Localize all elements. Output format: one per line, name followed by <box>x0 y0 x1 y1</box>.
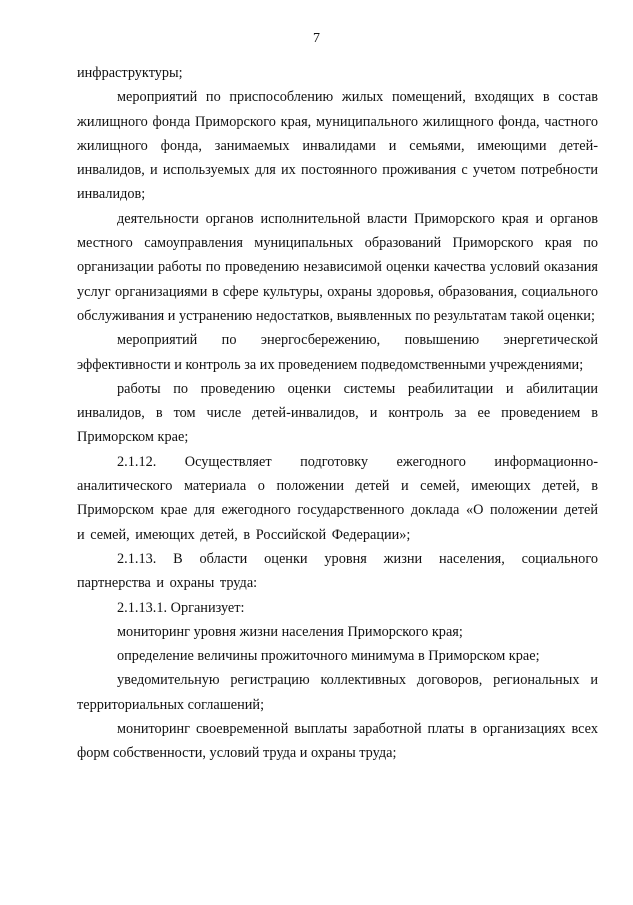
paragraph-rehabilitation: работы по проведению оценки системы реабилитации и абилитации инвалидов, в том числе детей-инвалидов, и контроль за ее проведением в Приморском крае; <box>77 380 598 446</box>
paragraph-independent-assessment: деятельности органов исполнительной власти Приморского края и органов местного самоуправления муниципальных образований Приморского края по организации работы по проведению независимой оценки качества условий оказания услуг организациями в сфере культуры, охраны здоровья, образования, социального обслуживания и устранению недостатков, выявленных по результатам такой оценки; <box>77 210 598 324</box>
document-body <box>77 61 598 766</box>
paragraph-housing-adaptation: мероприятий по приспособлению жилых помещений, входящих в состав жилищного фонда Приморского края, муниципального жилищного фонда, частного жилищного фонда, занимаемых инвалидами и семьями, имеющими детей-инвалидов, и используемых для их постоянного проживания с учетом потребности инвалидов; <box>77 89 598 203</box>
paragraph-2-1-13-1: 2.1.13.1. Организует: <box>117 599 245 616</box>
paragraph-agreements-registration: уведомительную регистрацию коллективных договоров, региональных и территориальных соглашений; <box>77 672 598 713</box>
paragraph-energy-saving: мероприятий по энергосбережению, повышению энергетической эффективности и контроль за их проведением подведомственными учреждениями; <box>77 332 598 373</box>
page-number: 7 <box>313 31 320 46</box>
paragraph-2-1-13: 2.1.13. В области оценки уровня жизни населения, социального партнерства и охраны труда: <box>77 550 598 592</box>
paragraph-subsistence-minimum: определение величины прожиточного минимума в Приморском крае; <box>117 648 540 665</box>
paragraph-wage-monitoring: мониторинг своевременной выплаты заработной платы в организациях всех форм собственности, условий труда и охраны труда; <box>77 721 598 762</box>
paragraph-living-standard-monitoring: мониторинг уровня жизни населения Приморского края; <box>117 623 463 640</box>
paragraph-continuation: инфраструктуры; <box>77 65 183 81</box>
paragraph-2-1-12: 2.1.12. Осуществляет подготовку ежегодного информационно-аналитического материала о положении детей и семей, имеющих детей, в Приморском крае для ежегодного государственного доклада «О положении детей и семей, имеющих детей, в Российской Федерации»; <box>77 453 598 543</box>
